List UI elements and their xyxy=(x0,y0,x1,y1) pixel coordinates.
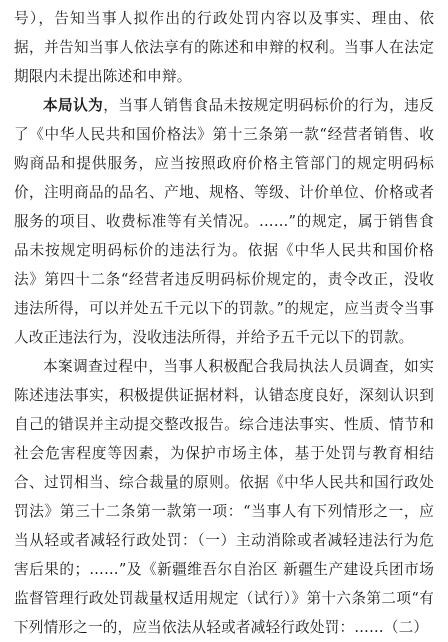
paragraph-investigation xyxy=(14,352,434,642)
paragraph-lead: 本局认为 xyxy=(43,97,104,114)
paragraph-text: 号），告知当事人拟作出的行政处罚内容以及事实、理由、依据，并告知当事人依法享有的陈述和申辩的权利。当事人在法定期限内未提出陈述和申辩。 xyxy=(14,10,434,85)
paragraph-text: 本案调查过程中，当事人积极配合我局执法人员调查，如实陈述违法事实，积极提供证据材料，认错态度良好，深刻认识到自己的错误并主动提交整改报告。综合违法事实、性质、情节和社会危害程度等因素，为保护市场主体，基于处罚与教育相结合、过罚相当、综合裁量的原则。依据《中华人民共和国行政处罚法》第三十二条第一款第一项：“当事人有下列情形之一，应当从轻或者减轻行政处罚：（一）主动消除或者减轻违法行为危害后果的；……”及《新疆维吾尔自治区 新疆生产建设兵团市场监督管理行政处罚裁量权适用规定（试行）》第十六条第二项“有下列情形之一的，应当依法从轻或者减轻行政处罚：……（二） xyxy=(14,358,434,636)
paragraph-notice xyxy=(14,4,434,91)
paragraph-finding xyxy=(14,91,434,352)
paragraph-text: ，当事人销售食品未按规定明码标价的行为，违反了《中华人民共和国价格法》第十三条第一款“经营者销售、收购商品和提供服务，应当按照政府价格主管部门的规定明码标价，注明商品的品名、产地、规格、等级、计价单位、价格或者服务的项目、收费标准等有关情况。……”的规定，属于销售食品未按规定明码标价的违法行为。依据《中华人民共和国价格法》第四十二条“经营者违反明码标价规定的，责令改正，没收违法所得，可以并处五千元以下的罚款。”的规定，应当责令当事人改正违法行为，没收违法所得，并给予五千元以下的罚款。 xyxy=(14,97,434,346)
